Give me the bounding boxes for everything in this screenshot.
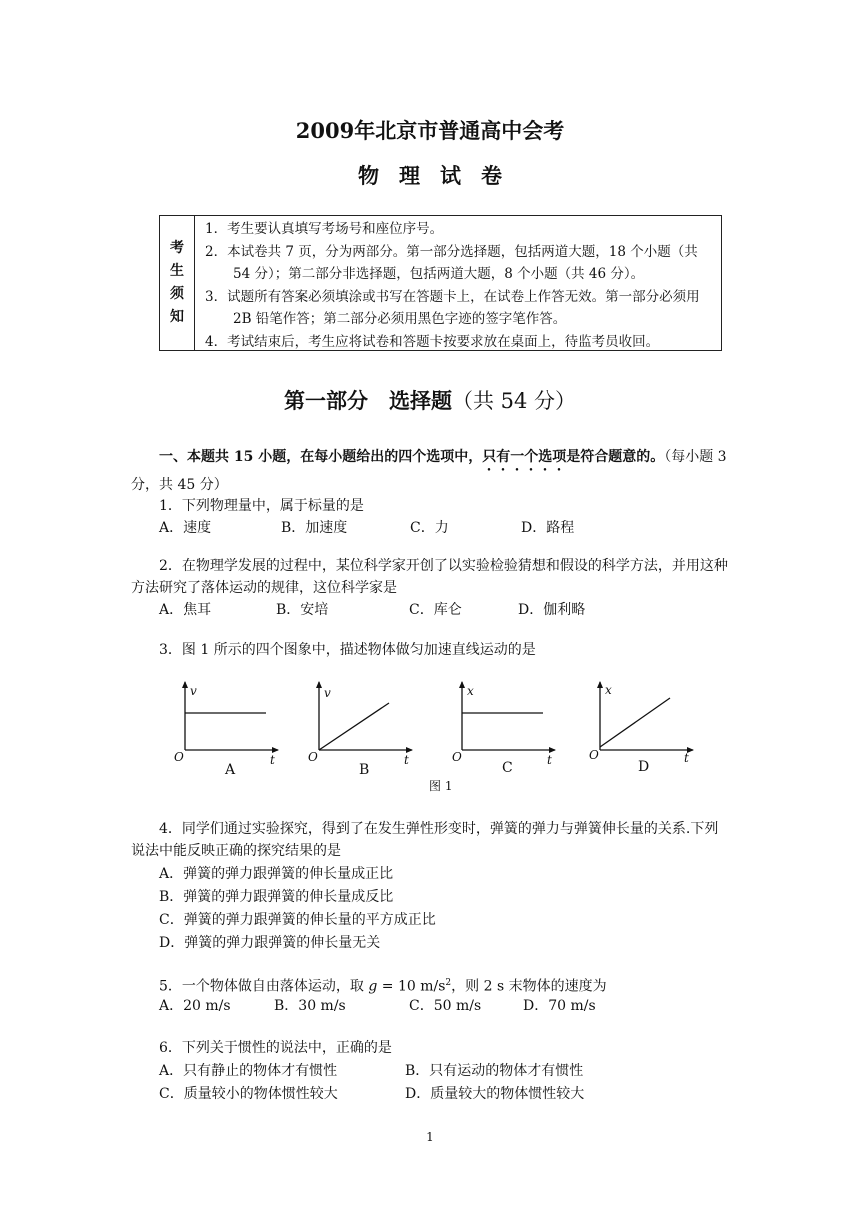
notice-item: 1．考生要认真填写考场号和座位序号。	[205, 221, 444, 237]
instruction-bold-2: 是符合题意的。	[566, 449, 665, 465]
question-2-option-b: B．安培	[276, 602, 329, 618]
exam-title: 2009年北京市普通高中会考	[295, 118, 565, 143]
instruction-score: （每小题 3 分，共 45 分）	[131, 449, 727, 493]
question-5-option-a: A．20 m/s	[159, 998, 231, 1014]
question-5-stem-part-c: ，则 2 s 末物体的速度为	[451, 978, 607, 995]
question-4-option-a: A．弹簧的弹力跟弹簧的伸长量成正比	[159, 866, 394, 882]
question-2-stem: 2．在物理学发展的过程中，某位科学家开创了以实验检验猜想和假设的科学方法，并用这种方法研究了落体运动的规律，这位科学家是	[131, 558, 728, 596]
question-5-option-d: D．70 m/s	[523, 998, 596, 1014]
question-4-stem: 4．同学们通过实验探究，得到了在发生弹性形变时，弹簧的弹力与弹簧伸长量的关系.下列说法中能反映正确的探究结果的是	[131, 821, 719, 859]
notice-item: 3．试题所有答案必须填涂或书写在答题卡上，在试卷上作答无效。第一部分必须用 2B 铅笔作答；第二部分必须用黑色字迹的签字笔作答。	[205, 288, 700, 327]
figure-1-caption: 图 1	[429, 779, 453, 793]
graph-a-y-label: v	[190, 684, 197, 698]
question-1-stem: 1．下列物理量中，属于标量的是	[159, 498, 364, 514]
question-4-option-c: C．弹簧的弹力跟弹簧的伸长量的平方成正比	[159, 912, 436, 928]
question-5-option-c: C．50 m/s	[409, 998, 482, 1014]
graph-b-y-label: v	[324, 686, 331, 700]
question-6-option-b: B．只有运动的物体才有惯性	[405, 1063, 584, 1079]
question-5-stem-part-b: = 10 m/s	[377, 978, 446, 995]
graph-b-x-label: t	[404, 753, 409, 767]
graph-d	[600, 682, 693, 750]
notice-label-char: 须	[170, 286, 184, 302]
notice-label-char: 生	[170, 263, 184, 279]
notice-label-char: 知	[170, 309, 184, 325]
graph-d-panel-label: D	[638, 759, 650, 775]
exam-subtitle: 物理试卷	[358, 163, 522, 188]
graph-c-x-label: t	[547, 753, 552, 767]
instruction-emphasis: 只有一个选项	[482, 449, 567, 465]
graph-c-y-label: x	[467, 684, 474, 698]
graph-b-line	[319, 703, 389, 750]
graph-a	[185, 682, 278, 750]
graph-c-origin-label: O	[452, 750, 462, 764]
graph-d-x-label: t	[684, 751, 689, 765]
question-2-option-c: C．库仑	[409, 602, 462, 618]
question-1-option-d: D．路程	[521, 520, 575, 536]
question-5-option-b: B．30 m/s	[274, 998, 346, 1014]
question-1-option-c: C．力	[410, 520, 449, 536]
question-5-stem	[131, 972, 731, 998]
question-6-option-a: A．只有静止的物体才有惯性	[159, 1063, 338, 1079]
graph-b	[319, 682, 412, 750]
question-2-option-a: A．焦耳	[159, 602, 212, 618]
part-one-heading	[0, 385, 860, 415]
question-6-option-d: D．质量较大的物体惯性较大	[405, 1086, 585, 1102]
graph-b-origin-label: O	[308, 750, 318, 764]
graph-d-line	[600, 698, 670, 747]
graph-c	[462, 682, 555, 750]
question-4-option-d: D．弹簧的弹力跟弹簧的伸长量无关	[159, 935, 381, 951]
question-4-option-b: B．弹簧的弹力跟弹簧的伸长量成反比	[159, 889, 394, 905]
question-5-superscript: 2	[445, 978, 452, 988]
question-2-option-d: D．伽利略	[518, 602, 586, 618]
question-6-stem: 6．下列关于惯性的说法中，正确的是	[159, 1040, 392, 1056]
notice-body	[195, 216, 721, 350]
graph-a-panel-label: A	[225, 762, 236, 778]
question-5-stem-part-a: 5．一个物体做自由落体运动，取	[159, 978, 369, 995]
graph-b-panel-label: B	[359, 762, 370, 778]
question-5-gravity-symbol: g	[368, 978, 378, 995]
part-one-heading-score: （共 54 分）	[451, 389, 577, 413]
section-one-instruction	[131, 446, 731, 496]
notice-item: 4．考试结束后，考生应将试卷和答题卡按要求放在桌面上，待监考员收回。	[205, 333, 660, 350]
question-6-option-c: C．质量较小的物体惯性较大	[159, 1086, 338, 1102]
graph-a-x-label: t	[270, 753, 275, 767]
notice-label	[160, 216, 195, 350]
graph-c-panel-label: C	[502, 760, 513, 776]
graph-d-y-label: x	[605, 683, 612, 697]
question-1-option-a: A．速度	[159, 520, 212, 536]
question-3-stem: 3．图 1 所示的四个图象中，描述物体做匀加速直线运动的是	[159, 642, 536, 658]
figure-1-graphs	[170, 676, 710, 766]
part-one-heading-bold: 第一部分 选择题	[283, 388, 452, 413]
notice-label-char: 考	[170, 240, 184, 256]
page-number: 1	[426, 1130, 434, 1144]
graph-d-origin-label: O	[589, 748, 599, 762]
graph-a-origin-label: O	[174, 750, 184, 764]
candidate-notice-box	[159, 215, 722, 351]
instruction-bold: 一、本题共 15 小题，在每小题给出的四个选项中，	[159, 449, 483, 465]
question-1-option-b: B．加速度	[281, 520, 348, 536]
notice-item: 2．本试卷共 7 页，分为两部分。第一部分选择题，包括两道大题，18 个小题（共 54 分）；第二部分非选择题，包括两道大题，8 个小题（共 46 分）。	[205, 243, 698, 282]
